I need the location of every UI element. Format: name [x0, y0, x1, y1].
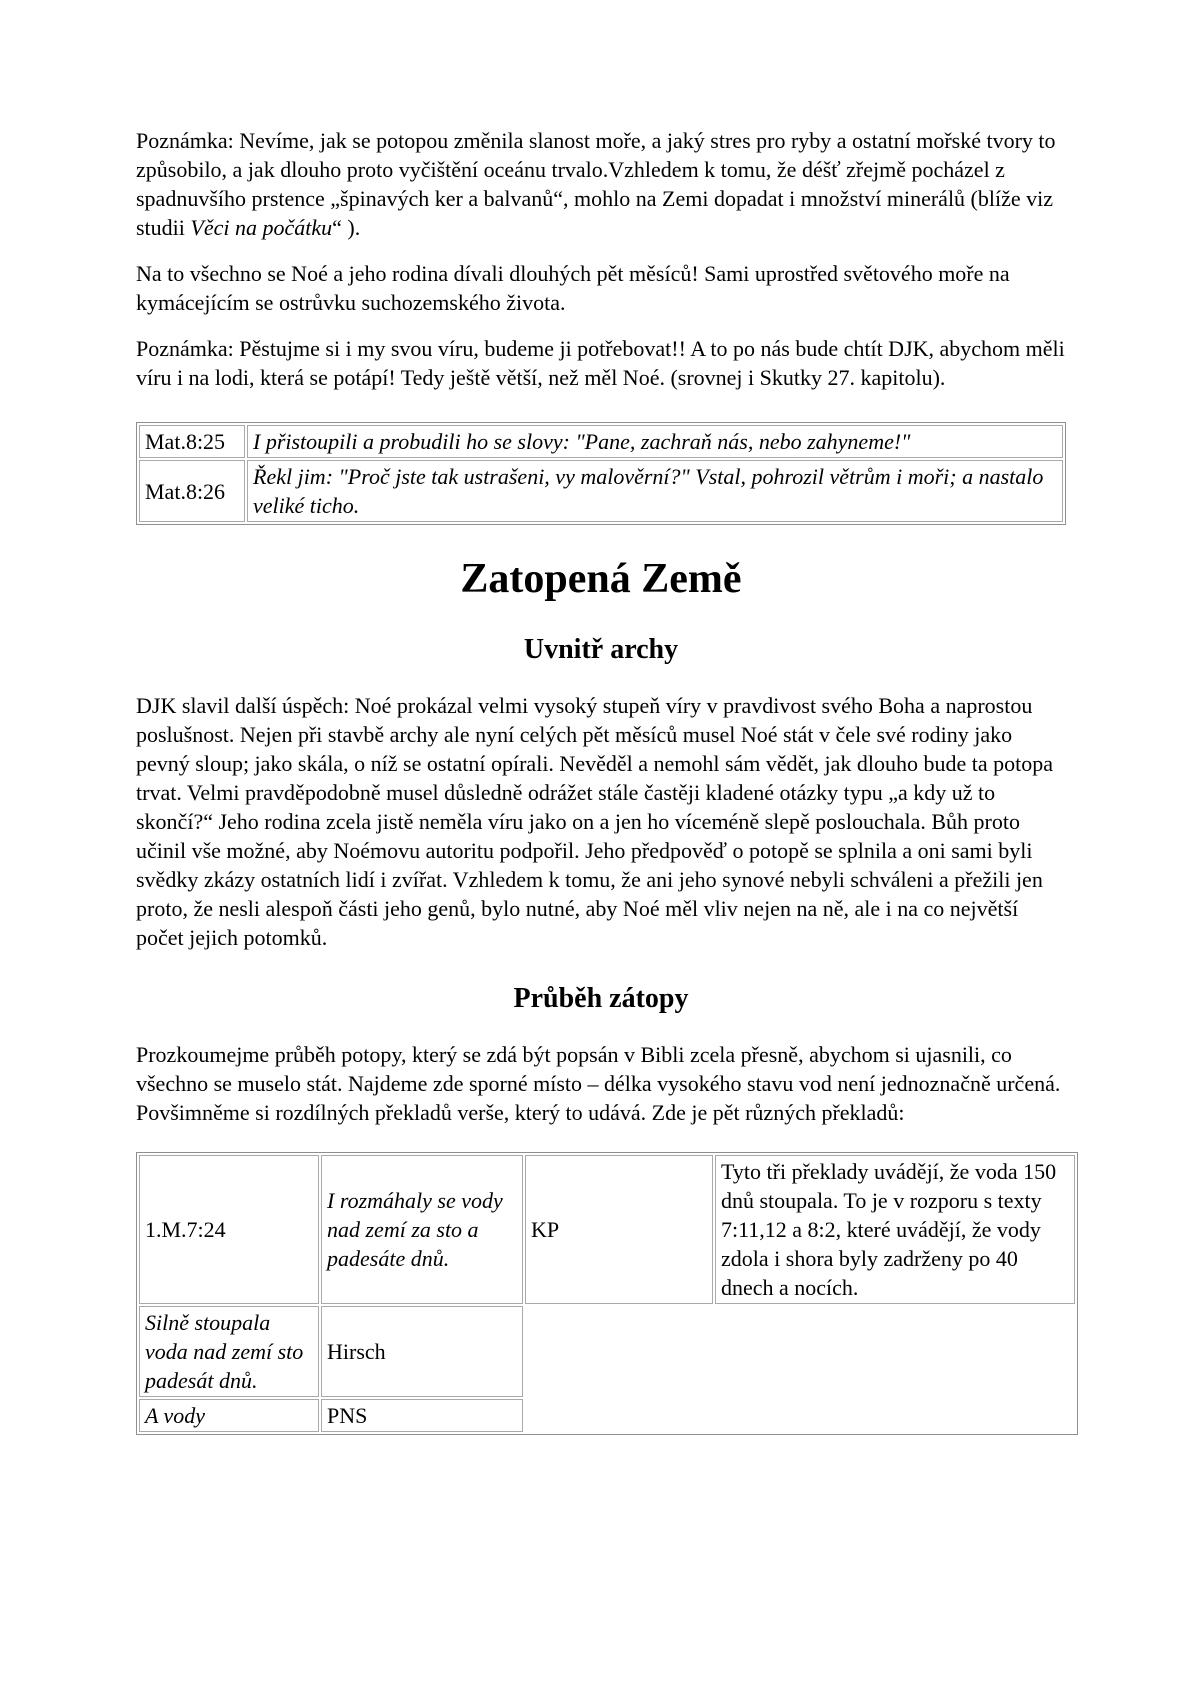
- matthew-verses-table: [136, 422, 1066, 525]
- translation-source-cell: PNS: [321, 1399, 523, 1432]
- table-row: [139, 1306, 1075, 1397]
- paragraph-note-2: Poznámka: Pěstujme si i my svou víru, budeme ji potřebovat!! A to po nás bude chtít DJK, abychom měli víru i na lodi, která se potápí! Tedy ještě větší, než měl Noé. (srovnej i Skutky 27. kapitolu).: [136, 336, 1065, 390]
- section-title-flood-course: Průběh zátopy: [513, 983, 689, 1014]
- translation-source-cell: KP: [525, 1155, 713, 1304]
- paragraph-inside-ark: DJK slavil další úspěch: Noé prokázal velmi vysoký stupeň víry v pravdivost svého Boha a naprostou poslušnost. Nejen při stavbě archy ale nyní celých pět měsíců musel Noé stát v čele své rodiny jako pevný sloup; jako skála, o níž se ostatní opírali. Nevěděl a nemohl sám vědět, jak dlouho bude ta potopa trvat. Velmi pravděpodobně musel důsledně odrážet stále častěji kladené otázky typu „a kdy už to skončí?“ Jeho rodina zcela jistě neměla víru jako on a jen ho víceméně slepě poslouchala. Bůh proto učinil vše možné, aby Noémovu autoritu podpořil. Jeho předpověď o potopě se splnila a oni sami byli svědky zkázy ostatních lidí i zvířat. Vzhledem k tomu, že ani jeho synové nebyli schváleni a přežili jen proto, že nesli alespoň části jeho genů, bylo nutné, aby Noé měl vliv nejen na ně, ale i na co největší počet jejich potomků.: [136, 693, 1054, 950]
- table-row: [139, 1399, 1075, 1432]
- translations-table: [136, 1152, 1078, 1435]
- translation-text-cell: Silně stoupala voda nad zemí sto padesát dnů.: [139, 1306, 319, 1397]
- translation-source-cell: Hirsch: [321, 1306, 523, 1397]
- verse-ref-cell: 1.M.7:24: [139, 1155, 319, 1304]
- translation-text-cell: I rozmáhaly se vody nad zemí za sto a padesáte dnů.: [321, 1155, 523, 1304]
- note-1-closing: “ ).: [332, 215, 361, 240]
- paragraph-flood-intro: Prozkoumejme průběh potopy, který se zdá být popsán v Bibli zcela přesně, abychom si ujasnili, co všechno se muselo stát. Najdeme zde sporné místo – délka vysokého stavu vod není jednoznačně určená. Povšimněme si rozdílných překladů verše, který to udává. Zde je pět různých překladů:: [136, 1042, 1061, 1125]
- paragraph-note-1: [136, 126, 1066, 242]
- verse-ref-cell: Mat.8:26: [139, 460, 245, 522]
- verse-ref-cell: Mat.8:25: [139, 425, 245, 458]
- verse-text-cell: Řekl jim: "Proč jste tak ustrašeni, vy malověrní?" Vstal, pohrozil větrům i moři; a nastalo veliké ticho.: [247, 460, 1063, 522]
- table-row: [139, 425, 1063, 458]
- comment-cell: Tyto tři překlady uvádějí, že voda 150 dnů stoupala. To je v rozporu s texty 7:11,12 a 8:2, které uvádějí, že vody zdola i shora byly zadrženy po 40 dnech a nocích.: [715, 1155, 1075, 1304]
- page-title: Zatopená Země: [460, 556, 742, 602]
- section-title-inside-ark: Uvnitř archy: [523, 634, 679, 665]
- paragraph-noe-watching: Na to všechno se Noé a jeho rodina dívali dlouhých pět měsíců! Sami uprostřed světového moře na kymácejícím se ostrůvku suchozemského života.: [136, 261, 1010, 315]
- note-1-text: Poznámka: Nevíme, jak se potopou změnila slanost moře, a jaký stres pro ryby a ostatní mořské tvory to způsobilo, a jak dlouho proto vyčištění oceánu trvalo.Vzhledem k tomu, že déšť zřejmě pocházel z spadnuvšího prstence „špinavých ker a balvanů“, mohlo na Zemi dopadat i množství minerálů (blíže viz studii: [136, 128, 1056, 240]
- table-row: [139, 460, 1063, 522]
- table-row: [139, 1155, 1075, 1304]
- translation-text-cell: A vody: [139, 1399, 319, 1432]
- note-1-study-title: Věci na počátku: [190, 215, 333, 240]
- verse-text-cell: I přistoupili a probudili ho se slovy: "Pane, zachraň nás, nebo zahyneme!": [247, 425, 1063, 458]
